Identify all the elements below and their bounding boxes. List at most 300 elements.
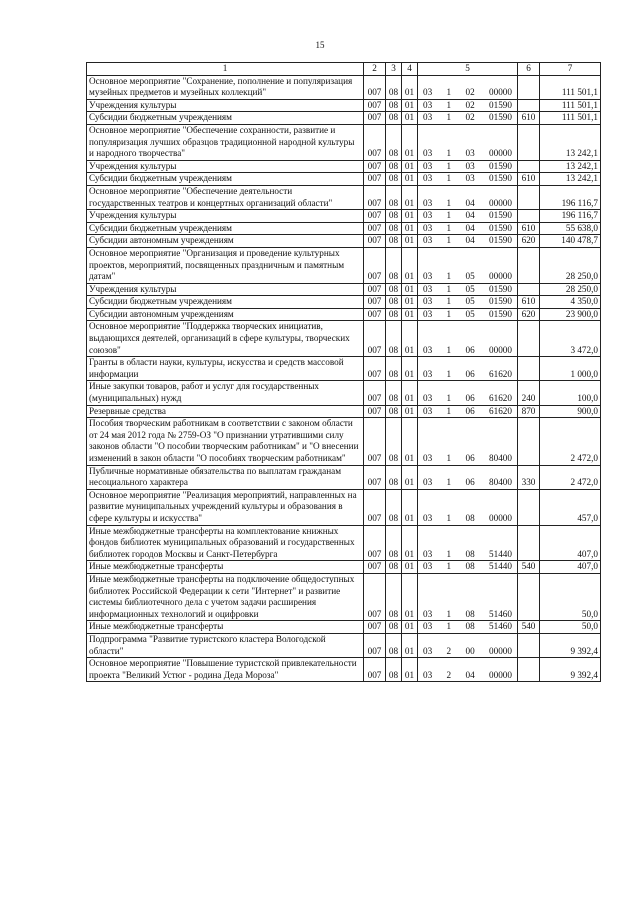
amount: 13 242,1 [540,173,601,186]
ministry-code: 007 [364,222,386,235]
code-part: 03 [423,368,433,379]
subsection-code: 01 [402,296,418,309]
section-code: 08 [386,283,402,296]
expense-type-code: 610 [518,173,540,186]
table-row [87,99,601,112]
section-code: 08 [386,465,402,489]
amount: 2 472,0 [540,465,601,489]
subsection-code: 01 [402,235,418,248]
amount: 23 900,0 [540,308,601,321]
section-code: 08 [386,489,402,525]
ministry-code: 007 [364,173,386,186]
header-cell: 6 [518,63,540,76]
amount: 3 472,0 [540,321,601,357]
code-part: 1 [446,621,452,632]
code-part: 05 [465,296,475,307]
ministry-code: 007 [364,124,386,160]
code-part: 03 [423,173,433,184]
code-part: 1 [446,608,452,619]
ministry-code: 007 [364,75,386,99]
code-part: 03 [423,222,433,233]
section-code: 08 [386,99,402,112]
subsection-code: 01 [402,658,418,682]
target-article-code [418,405,518,418]
header-cell: 7 [540,63,601,76]
section-code: 08 [386,210,402,223]
target-article-code [418,633,518,657]
subsection-code: 01 [402,160,418,173]
code-part: 00000 [489,148,512,159]
row-name: Иные межбюджетные трансферты [87,621,364,634]
row-name: Основное мероприятие "Реализация мероприятий, направленных на развитие муниципальных учреждений культуры и образования в сфере культуры и искусства" [87,489,364,525]
code-part: 00000 [489,344,512,355]
code-part: 00000 [489,87,512,98]
code-part: 51460 [489,608,512,619]
code-part: 00000 [489,512,512,523]
amount: 457,0 [540,489,601,525]
target-article-code [418,561,518,574]
code-part: 03 [423,308,433,319]
row-name: Основное мероприятие "Обеспечение сохранности, развитие и популяризация лучших образцов традиционной народной культуры и народного творчества" [87,124,364,160]
code-part: 1 [446,512,452,523]
section-code: 08 [386,308,402,321]
row-name: Основное мероприятие "Поддержка творческих инициатив, выдающихся деятелей, организаций в сфере культуры, творческих союзов" [87,321,364,357]
code-part: 1 [446,561,452,572]
amount: 50,0 [540,573,601,620]
code-part: 1 [446,393,452,404]
code-part: 01590 [489,210,512,221]
code-part: 00000 [489,271,512,282]
subsection-code: 01 [402,112,418,125]
subsection-code: 01 [402,247,418,283]
code-part: 1 [446,548,452,559]
target-article-code [418,489,518,525]
section-code: 08 [386,561,402,574]
ministry-code: 007 [364,573,386,620]
row-name: Основное мероприятие "Сохранение, пополнение и популяризация музейных предметов и музейных коллекций" [87,75,364,99]
code-part: 1 [446,99,452,110]
code-part: 1 [446,197,452,208]
ministry-code: 007 [364,283,386,296]
header-row [87,63,601,76]
code-part: 61620 [489,405,512,416]
target-article-code [418,308,518,321]
code-part: 01590 [489,173,512,184]
target-article-code [418,124,518,160]
section-code: 08 [386,235,402,248]
table-row [87,235,601,248]
code-part: 04 [465,235,475,246]
table-row [87,525,601,561]
header-cell: 2 [364,63,386,76]
section-code: 08 [386,633,402,657]
row-name: Субсидии автономным учреждениям [87,235,364,248]
header-cell: 3 [386,63,402,76]
subsection-code: 01 [402,465,418,489]
ministry-code: 007 [364,357,386,381]
row-name: Субсидии бюджетным учреждениям [87,112,364,125]
ministry-code: 007 [364,308,386,321]
expense-type-code [518,489,540,525]
ministry-code: 007 [364,561,386,574]
code-part: 51440 [489,561,512,572]
code-part: 03 [423,393,433,404]
expense-type-code: 610 [518,296,540,309]
row-name: Пособия творческим работникам в соответствии с законом области от 24 мая 2012 года № 2759-ОЗ "О признании утратившими силу законов области "О пособии творческим работникам" и "О внесении изменений в закон области "О пособиях творческим работникам" [87,418,364,465]
ministry-code: 007 [364,160,386,173]
amount: 9 392,4 [540,633,601,657]
table-row [87,381,601,405]
expense-type-code: 610 [518,222,540,235]
code-part: 1 [446,368,452,379]
ministry-code: 007 [364,235,386,248]
code-part: 05 [465,283,475,294]
code-part: 03 [423,453,433,463]
row-name: Публичные нормативные обязательства по выплатам гражданам несоциального характера [87,465,364,489]
table-row [87,418,601,465]
code-part: 03 [423,283,433,294]
table-row [87,222,601,235]
expense-type-code: 330 [518,465,540,489]
table-row [87,308,601,321]
section-code: 08 [386,321,402,357]
subsection-code: 01 [402,418,418,465]
code-part: 1 [446,160,452,171]
code-part: 08 [465,561,475,572]
amount: 13 242,1 [540,124,601,160]
code-part: 1 [446,210,452,221]
code-part: 03 [423,99,433,110]
ministry-code: 007 [364,247,386,283]
amount: 28 250,0 [540,247,601,283]
code-part: 1 [446,87,452,98]
row-name: Учреждения культуры [87,99,364,112]
code-part: 06 [465,477,475,488]
amount: 100,0 [540,381,601,405]
amount: 1 000,0 [540,357,601,381]
section-code: 08 [386,112,402,125]
code-part: 1 [446,271,452,282]
expense-type-code: 540 [518,621,540,634]
table-row [87,112,601,125]
amount: 2 472,0 [540,418,601,465]
code-part: 03 [423,512,433,523]
row-name: Основное мероприятие "Повышение туристской привлекательности проекта "Великий Устюг - родина Деда Мороза" [87,658,364,682]
code-part: 06 [465,405,475,416]
code-part: 03 [423,148,433,159]
code-part: 00000 [489,645,512,656]
section-code: 08 [386,357,402,381]
expense-type-code: 540 [518,561,540,574]
page-number: 15 [315,40,325,50]
code-part: 1 [446,235,452,246]
target-article-code [418,99,518,112]
amount: 111 501,1 [540,75,601,99]
code-part: 03 [423,271,433,282]
expense-type-code [518,185,540,209]
code-part: 03 [423,87,433,98]
table-row [87,633,601,657]
ministry-code: 007 [364,633,386,657]
code-part: 00000 [489,197,512,208]
amount: 50,0 [540,621,601,634]
target-article-code [418,357,518,381]
expense-type-code: 620 [518,308,540,321]
subsection-code: 01 [402,357,418,381]
code-part: 03 [423,235,433,246]
section-code: 08 [386,405,402,418]
code-part: 03 [465,160,475,171]
amount: 140 478,7 [540,235,601,248]
ministry-code: 007 [364,185,386,209]
ministry-code: 007 [364,418,386,465]
expense-type-code [518,525,540,561]
code-part: 1 [446,173,452,184]
code-part: 03 [423,477,433,488]
expense-type-code [518,99,540,112]
amount: 111 501,1 [540,112,601,125]
subsection-code: 01 [402,185,418,209]
code-part: 03 [423,160,433,171]
section-code: 08 [386,525,402,561]
ministry-code: 007 [364,381,386,405]
expense-type-code [518,357,540,381]
target-article-code [418,185,518,209]
amount: 196 116,7 [540,185,601,209]
subsection-code: 01 [402,405,418,418]
code-part: 06 [465,453,475,463]
table-row [87,75,601,99]
code-part: 01590 [489,160,512,171]
code-part: 04 [465,222,475,233]
table-row [87,357,601,381]
section-code: 08 [386,75,402,99]
code-part: 03 [423,210,433,221]
code-part: 01590 [489,296,512,307]
target-article-code [418,160,518,173]
amount: 4 350,0 [540,296,601,309]
code-part: 03 [423,669,433,680]
expense-type-code [518,321,540,357]
code-part: 1 [446,112,452,123]
code-part: 03 [423,608,433,619]
section-code: 08 [386,296,402,309]
code-part: 1 [446,222,452,233]
code-part: 02 [465,112,475,123]
row-name: Иные межбюджетные трансферты на подключение общедоступных библиотек Российской Федерации к сети "Интернет" и развитие системы библиотечного дела с учетом задачи расширения информационных технологий и оцифровки [87,573,364,620]
expense-type-code [518,658,540,682]
amount: 55 638,0 [540,222,601,235]
code-part: 03 [465,173,475,184]
header-cell: 5 [418,63,518,76]
expense-type-code: 610 [518,112,540,125]
ministry-code: 007 [364,210,386,223]
code-part: 08 [465,621,475,632]
ministry-code: 007 [364,112,386,125]
code-part: 03 [423,405,433,416]
table-row [87,210,601,223]
table-row [87,296,601,309]
expense-type-code [518,418,540,465]
section-code: 08 [386,124,402,160]
row-name: Субсидии автономным учреждениям [87,308,364,321]
row-name: Основное мероприятие "Обеспечение деятельности государственных театров и концертных организаций области" [87,185,364,209]
code-part: 01590 [489,308,512,319]
code-part: 01590 [489,283,512,294]
ministry-code: 007 [364,405,386,418]
code-part: 04 [465,210,475,221]
code-part: 08 [465,512,475,523]
code-part: 01590 [489,235,512,246]
expense-type-code [518,283,540,296]
expense-type-code [518,573,540,620]
section-code: 08 [386,381,402,405]
row-name: Гранты в области науки, культуры, искусства и средств массовой информации [87,357,364,381]
row-name: Субсидии бюджетным учреждениям [87,296,364,309]
code-part: 02 [465,87,475,98]
code-part: 1 [446,308,452,319]
amount: 900,0 [540,405,601,418]
budget-table [86,62,601,682]
code-part: 1 [446,283,452,294]
subsection-code: 01 [402,633,418,657]
section-code: 08 [386,418,402,465]
expense-type-code [518,247,540,283]
amount: 13 242,1 [540,160,601,173]
target-article-code [418,283,518,296]
code-part: 08 [465,548,475,559]
code-part: 1 [446,148,452,159]
table-row [87,465,601,489]
table-row [87,160,601,173]
target-article-code [418,210,518,223]
code-part: 80400 [489,453,512,463]
target-article-code [418,465,518,489]
expense-type-code: 620 [518,235,540,248]
target-article-code [418,296,518,309]
row-name: Основное мероприятие "Организация и проведение культурных проектов, мероприятий, посвященных праздничным и памятным датам" [87,247,364,283]
amount: 407,0 [540,561,601,574]
code-part: 61620 [489,393,512,404]
row-name: Субсидии бюджетным учреждениям [87,173,364,186]
expense-type-code [518,75,540,99]
header-cell: 1 [87,63,364,76]
expense-type-code: 240 [518,381,540,405]
target-article-code [418,247,518,283]
subsection-code: 01 [402,222,418,235]
expense-type-code [518,633,540,657]
row-name: Иные закупки товаров, работ и услуг для государственных (муниципальных) нужд [87,381,364,405]
subsection-code: 01 [402,75,418,99]
code-part: 1 [446,405,452,416]
code-part: 1 [446,344,452,355]
section-code: 08 [386,173,402,186]
target-article-code [418,75,518,99]
table-row [87,658,601,682]
header-cell: 4 [402,63,418,76]
code-part: 03 [423,645,433,656]
target-article-code [418,381,518,405]
ministry-code: 007 [364,658,386,682]
target-article-code [418,112,518,125]
amount: 196 116,7 [540,210,601,223]
code-part: 03 [423,561,433,572]
table-row [87,573,601,620]
ministry-code: 007 [364,296,386,309]
subsection-code: 01 [402,99,418,112]
expense-type-code [518,210,540,223]
target-article-code [418,658,518,682]
code-part: 51460 [489,621,512,632]
target-article-code [418,525,518,561]
section-code: 08 [386,658,402,682]
subsection-code: 01 [402,124,418,160]
code-part: 03 [423,621,433,632]
code-part: 05 [465,308,475,319]
code-part: 01590 [489,112,512,123]
ministry-code: 007 [364,621,386,634]
code-part: 03 [423,548,433,559]
subsection-code: 01 [402,210,418,223]
subsection-code: 01 [402,489,418,525]
amount: 9 392,4 [540,658,601,682]
row-name: Резервные средства [87,405,364,418]
row-name: Иные межбюджетные трансферты на комплектование книжных фондов библиотек муниципальных образований и государственных библиотек городов Москвы и Санкт-Петербурга [87,525,364,561]
section-code: 08 [386,573,402,620]
row-name: Иные межбюджетные трансферты [87,561,364,574]
code-part: 2 [446,645,452,656]
subsection-code: 01 [402,173,418,186]
target-article-code [418,173,518,186]
expense-type-code [518,124,540,160]
target-article-code [418,222,518,235]
subsection-code: 01 [402,621,418,634]
code-part: 05 [465,271,475,282]
expense-type-code [518,160,540,173]
section-code: 08 [386,247,402,283]
row-name: Учреждения культуры [87,160,364,173]
subsection-code: 01 [402,381,418,405]
target-article-code [418,235,518,248]
ministry-code: 007 [364,525,386,561]
code-part: 2 [446,669,452,680]
code-part: 00 [465,645,475,656]
code-part: 51440 [489,548,512,559]
code-part: 61620 [489,368,512,379]
table-row [87,173,601,186]
target-article-code [418,418,518,465]
code-part: 08 [465,608,475,619]
subsection-code: 01 [402,283,418,296]
subsection-code: 01 [402,561,418,574]
code-part: 80400 [489,477,512,488]
amount: 407,0 [540,525,601,561]
row-name: Подпрограмма "Развитие туристского кластера Вологодской области" [87,633,364,657]
code-part: 06 [465,393,475,404]
amount: 111 501,1 [540,99,601,112]
table-row [87,489,601,525]
code-part: 00000 [489,669,512,680]
section-code: 08 [386,621,402,634]
ministry-code: 007 [364,465,386,489]
code-part: 06 [465,344,475,355]
section-code: 08 [386,222,402,235]
section-code: 08 [386,160,402,173]
table-row [87,185,601,209]
code-part: 01590 [489,99,512,110]
subsection-code: 01 [402,308,418,321]
code-part: 1 [446,453,452,463]
